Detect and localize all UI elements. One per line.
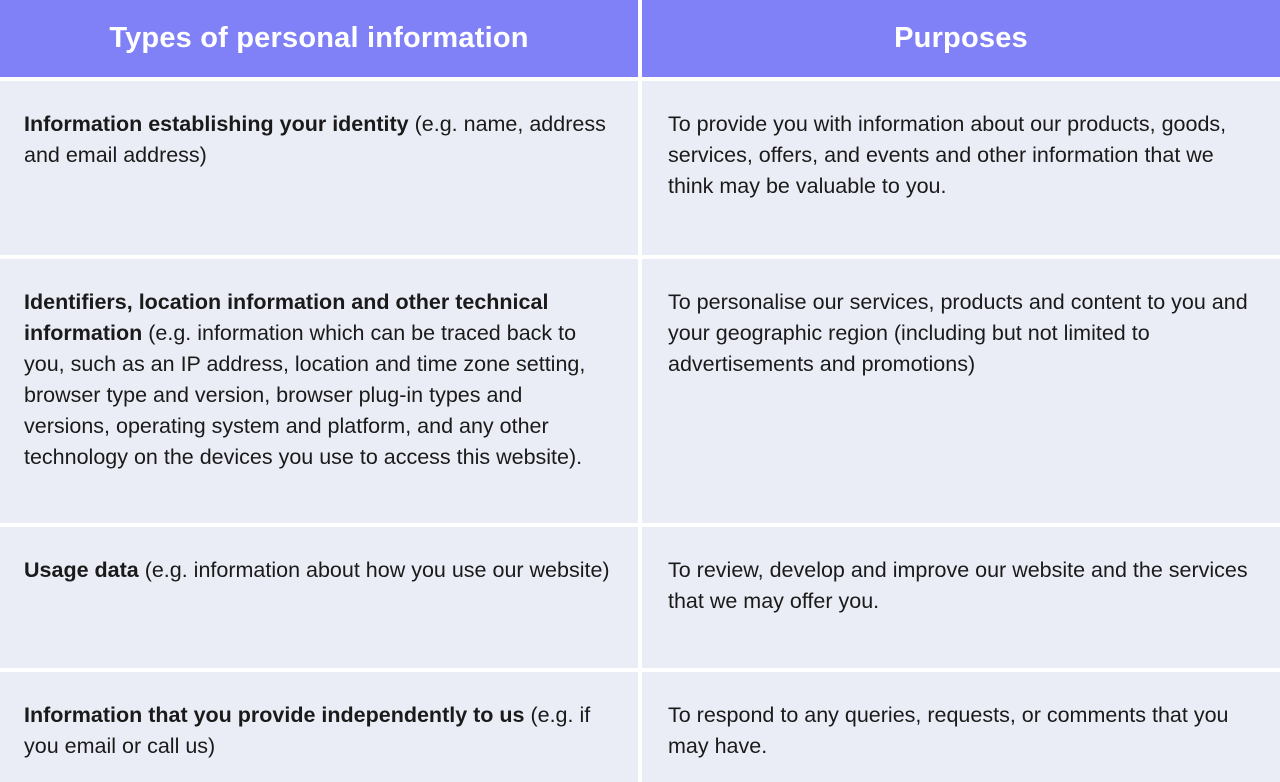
row-3-purpose-cell — [642, 527, 1280, 668]
header-purposes-label: Purposes — [894, 22, 1028, 54]
row-3-type-cell — [0, 527, 638, 668]
row-3-type-description: (e.g. information about how you use our website) — [138, 558, 610, 582]
row-4-purpose-text: To respond to any queries, requests, or comments that you may have. — [668, 703, 1229, 758]
row-2-type-description: (e.g. information which can be traced back to you, such as an IP address, location and time zone setting, browser type and version, browser plug-in types and versions, operating system and platform, and any other technology on the devices you use to access this website). — [24, 321, 586, 469]
row-2-purpose-text: To personalise our services, products and content to you and your geographic region (including but not limited to advertisements and promotions) — [668, 290, 1248, 376]
row-1-purpose-text: To provide you with information about our products, goods, services, offers, and events and other information that we think may be valuable to you. — [668, 112, 1227, 198]
row-4-purpose-cell — [642, 672, 1280, 782]
row-2-type-cell — [0, 259, 638, 523]
header-types — [0, 0, 638, 77]
row-2-purpose-cell — [642, 259, 1280, 523]
row-1-type-description: (e.g. name, address and email address) — [24, 112, 606, 167]
row-2-type-title: Identifiers, location information and other technical information — [24, 290, 549, 345]
row-1-purpose-cell — [642, 81, 1280, 255]
row-3-type-title: Usage data — [24, 558, 139, 582]
row-4-type-description: (e.g. if you email or call us) — [24, 703, 591, 758]
header-purposes — [642, 0, 1280, 77]
row-4-type-title: Information that you provide independently to us — [24, 703, 525, 727]
row-3-purpose-text: To review, develop and improve our website and the services that we may offer you. — [668, 558, 1248, 613]
row-1-type-title: Information establishing your identity — [24, 112, 409, 136]
row-4-type-cell — [0, 672, 638, 782]
header-types-label: Types of personal information — [109, 22, 529, 54]
row-1-type-cell — [0, 81, 638, 255]
